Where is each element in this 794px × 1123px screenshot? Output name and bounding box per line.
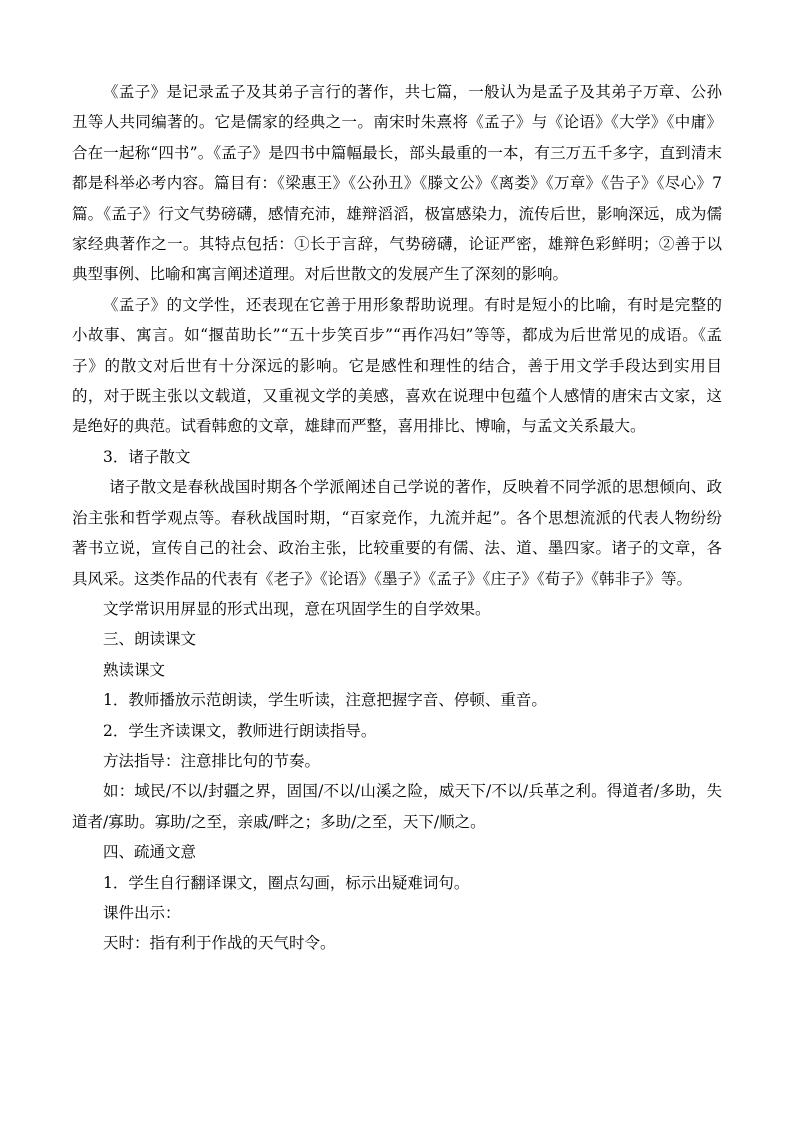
paragraph-zhuzi-sanwen: 诸子散文是春秋战国时期各个学派阐述自己学说的著作，反映着不同学派的思想倾向、政治主张和哲学观点等。春秋战国时期，“百家竞作，九流并起”。各个思想流派的代表人物纷纷著书立说，宣传自己的社会、政治主张，比较重要的有儒、法、道、墨四家。诸子的文章，各具风采。这类作品的代表有《老子》《论语》《墨子》《孟子》《庄子》《荀子》《韩非子》等。 — [72, 478, 722, 588]
paragraph-tianshi-definition: 天时：指有利于作战的天气时令。 — [103, 934, 336, 953]
paragraph-method-guide: 方法指导：注意排比句的节奏。 — [103, 751, 321, 770]
section-heading-read-aloud: 三、朗读课文 — [103, 630, 197, 649]
section-heading-zhuzi-sanwen: 3．诸子散文 — [103, 447, 191, 466]
list-item-teacher-demo: 1．教师播放示范朗读，学生听读，注意把握字音、停顿、重音。 — [103, 691, 547, 710]
paragraph-mencius-literary: 《孟子》的文学性，还表现在它善于用形象帮助说理。有时是短小的比喻，有时是完整的小故事、寓言。如“揠苗助长”“五十步笑百步”“再作冯妇”等等，都成为后世常见的成语。《孟子》的散文对后世有十分深远的影响。它是感性和理性的结合，善于用文学手段达到实用目的，对于既主张以文载道，又重视文学的美感，喜欢在说理中包蕴个人感情的唐宋古文家，这是绝好的典范。试看韩愈的文章，雄肆而严整，喜用排比、博喻，与孟文关系最大。 — [72, 295, 722, 436]
section-heading-understand-text: 四、疏通文意 — [103, 843, 197, 862]
paragraph-rhythm-example: 如：域民/不以/封疆之界，固国/不以/山溪之险，威天下/不以/兵革之利。得道者/多助，失道者/寡助。寡助/之至，亲戚/畔之；多助/之至，天下/顺之。 — [72, 782, 722, 831]
list-item-group-reading: 2．学生齐读课文，教师进行朗读指导。 — [103, 721, 377, 740]
list-item-self-translate: 1．学生自行翻译课文，圈点勾画，标示出疑难词句。 — [103, 873, 470, 892]
paragraph-courseware-show: 课件出示： — [103, 903, 181, 922]
document-body — [72, 77, 722, 959]
paragraph-mencius-intro: 《孟子》是记录孟子及其弟子言行的著作，共七篇，一般认为是孟子及其弟子万章、公孙丑等人共同编著的。它是儒家的经典之一。南宋时朱熹将《孟子》与《论语》《大学》《中庸》合在一起称“四书”。《孟子》是四书中篇幅最长，部头最重的一本，有三万五千多字，直到清末都是科举必考内容。篇目有：《梁惠王》《公孙丑》《滕文公》《离娄》《万章》《告子》《尽心》7篇。《孟子》行文气势磅礴，感情充沛，雄辩滔滔，极富感染力，流传后世，影响深远，成为儒家经典著作之一。其特点包括：①长于言辞，气势磅礴，论证严密，雄辩色彩鲜明；②善于以典型事例、比喻和寓言阐述道理。对后世散文的发展产生了深刻的影响。 — [72, 83, 722, 284]
paragraph-display-note: 文学常识用屏显的形式出现，意在巩固学生的自学效果。 — [103, 599, 491, 618]
subheading-familiar-reading: 熟读课文 — [103, 660, 166, 679]
